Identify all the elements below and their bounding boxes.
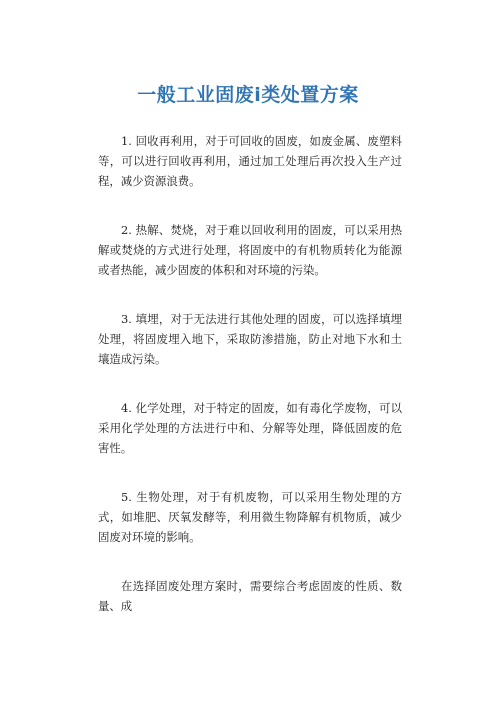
paragraph-chemical-treatment: 4. 化学处理，对于特定的固废，如有毒化学废物，可以采用化学处理的方法进行中和、分解等处理，降低固废的危害性。 [98,401,402,455]
paragraph-biological-treatment: 5. 生物处理，对于有机废物，可以采用生物处理的方式，如堆肥、厌氧发酵等，利用微生物降解有机物质，减少固废对环境的影响。 [98,490,402,544]
document-body [98,131,402,645]
document-title: 一般工业固废ⅰ类处置方案 [137,84,359,106]
paragraph-conclusion: 在选择固废处理方案时，需要综合考虑固废的性质、数量、成 [98,579,402,613]
paragraph-pyrolysis-incineration: 2. 热解、焚烧，对于难以回收利用的固废，可以采用热解或焚烧的方式进行处理，将固废中的有机物质转化为能源或者热能，减少固废的体积和对环境的污染。 [98,223,402,277]
paragraph-landfill: 3. 填埋，对于无法进行其他处理的固废，可以选择填埋处理，将固废埋入地下，采取防渗措施，防止对地下水和土壤造成污染。 [98,312,402,366]
paragraph-recycling: 1. 回收再利用，对于可回收的固废，如废金属、废塑料等，可以进行回收再利用，通过加工处理后再次投入生产过程，减少资源浪费。 [98,134,402,188]
